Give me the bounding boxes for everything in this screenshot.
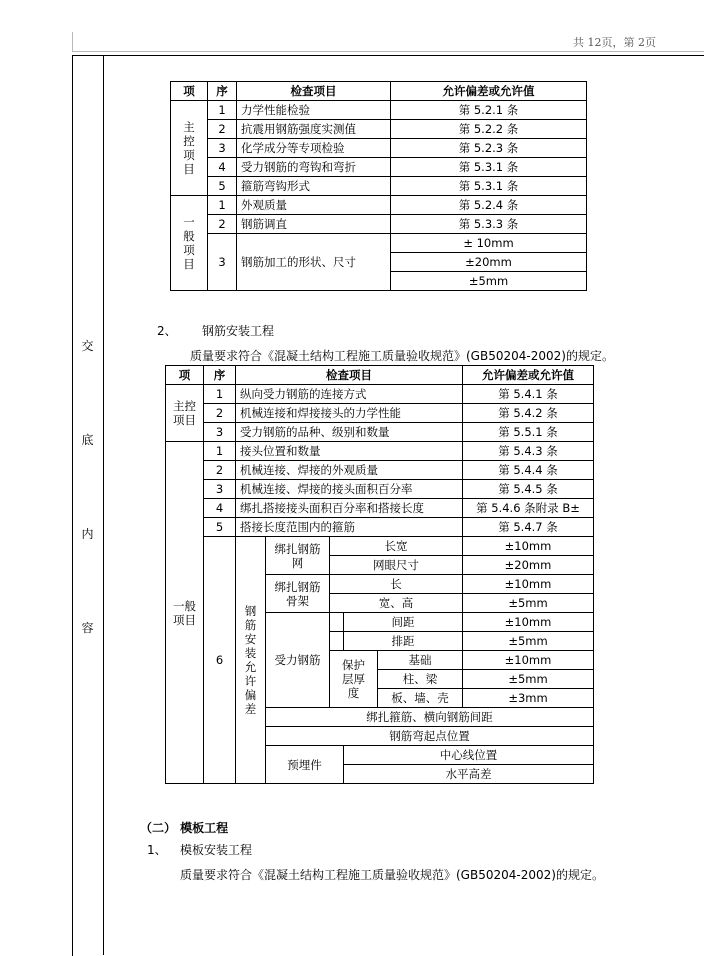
row-spacing: 排距 bbox=[344, 632, 463, 651]
mesh-length: 长宽 bbox=[330, 537, 463, 556]
row-no: 1 bbox=[204, 442, 236, 461]
side-label-char: 容 bbox=[81, 621, 94, 635]
cover-label: 保护层厚度 bbox=[330, 651, 378, 708]
header-item: 检查项目 bbox=[237, 82, 391, 101]
frame-divider bbox=[103, 55, 104, 955]
mesh-size: 网眼尺寸 bbox=[330, 556, 463, 575]
side-label-char: 内 bbox=[81, 527, 94, 541]
row-no: 3 bbox=[208, 139, 237, 158]
row-item: 钢筋加工的形状、尺寸 bbox=[237, 234, 391, 291]
spacing: 间距 bbox=[344, 613, 463, 632]
row-item: 搭接长度范围内的箍筋 bbox=[236, 518, 463, 537]
rebar-installation-table bbox=[165, 365, 594, 784]
group-general: 一般项目 bbox=[171, 196, 208, 291]
header-category: 项 bbox=[171, 82, 208, 101]
level-diff: 水平高差 bbox=[344, 765, 594, 784]
group-main-control: 主控项目 bbox=[166, 385, 204, 442]
row-no: 6 bbox=[204, 537, 236, 784]
header-category: 项 bbox=[166, 366, 204, 385]
cage-label: 绑扎钢筋骨架 bbox=[266, 575, 330, 613]
formwork-sub-number: 1、 bbox=[147, 843, 167, 857]
section-heading: 钢筋安装工程 bbox=[202, 324, 275, 338]
table-row bbox=[171, 101, 587, 120]
row-item: 机械连接、焊接的接头面积百分率 bbox=[236, 480, 463, 499]
row-value: 第 5.2.2 条 bbox=[391, 120, 587, 139]
row-item: 受力钢筋的品种、级别和数量 bbox=[236, 423, 463, 442]
table-row bbox=[166, 423, 594, 442]
cover-foundation-value: ±10mm bbox=[463, 651, 594, 670]
row-item: 纵向受力钢筋的连接方式 bbox=[236, 385, 463, 404]
cover-foundation: 基础 bbox=[378, 651, 463, 670]
row-no: 3 bbox=[204, 480, 236, 499]
header-item: 检查项目 bbox=[236, 366, 463, 385]
row-no: 2 bbox=[208, 120, 237, 139]
header-no: 序 bbox=[208, 82, 237, 101]
row-value: 第 5.4.1 条 bbox=[463, 385, 594, 404]
mesh-label: 绑扎钢筋网 bbox=[266, 537, 330, 575]
side-label-char: 底 bbox=[81, 433, 94, 447]
deviation-label: 钢筋安装允许偏差 bbox=[236, 537, 266, 784]
table-row bbox=[171, 139, 587, 158]
section-heading-number: 2、 bbox=[157, 324, 177, 338]
cover-column: 柱、梁 bbox=[378, 670, 463, 689]
row-value: 第 5.4.6 条附录 B± bbox=[463, 499, 594, 518]
row-no: 5 bbox=[204, 518, 236, 537]
spacing-value: ±10mm bbox=[463, 613, 594, 632]
page-number: 共 12页，第 2页 bbox=[573, 36, 656, 49]
table-row bbox=[166, 518, 594, 537]
row-value: 第 5.2.1 条 bbox=[391, 101, 587, 120]
header-no: 序 bbox=[204, 366, 236, 385]
row-value: ±20mm bbox=[391, 253, 587, 272]
table-header-row bbox=[166, 366, 594, 385]
table-row bbox=[166, 480, 594, 499]
row-item: 接头位置和数量 bbox=[236, 442, 463, 461]
spacer-cell bbox=[330, 632, 344, 651]
row-value: 第 5.3.3 条 bbox=[391, 215, 587, 234]
cage-width: 宽、高 bbox=[330, 594, 463, 613]
row-value: 第 5.2.3 条 bbox=[391, 139, 587, 158]
row-no: 1 bbox=[204, 385, 236, 404]
row-value: ±5mm bbox=[391, 272, 587, 291]
table-row bbox=[166, 385, 594, 404]
row-item: 受力钢筋的弯钩和弯折 bbox=[237, 158, 391, 177]
section-requirement: 质量要求符合《混凝土结构工程施工质量验收规范》(GB50204-2002)的规定。 bbox=[190, 349, 614, 363]
row-value: 第 5.4.2 条 bbox=[463, 404, 594, 423]
row-value: 第 5.3.1 条 bbox=[391, 177, 587, 196]
group-main-control: 主控项目 bbox=[171, 101, 208, 196]
row-item: 箍筋弯钩形式 bbox=[237, 177, 391, 196]
mesh-size-value: ±20mm bbox=[463, 556, 594, 575]
row-item: 钢筋调直 bbox=[237, 215, 391, 234]
table-header-row bbox=[171, 82, 587, 101]
table-row bbox=[166, 442, 594, 461]
table-row bbox=[171, 215, 587, 234]
row-no: 4 bbox=[204, 499, 236, 518]
row-no: 5 bbox=[208, 177, 237, 196]
cover-slab-value: ±3mm bbox=[463, 689, 594, 708]
bend-position: 钢筋弯起点位置 bbox=[266, 727, 594, 746]
formwork-sub-heading: 模板安装工程 bbox=[180, 843, 253, 857]
row-no: 1 bbox=[208, 101, 237, 120]
cage-length-value: ±10mm bbox=[463, 575, 594, 594]
table-row bbox=[166, 404, 594, 423]
row-value: 第 5.4.4 条 bbox=[463, 461, 594, 480]
cover-column-value: ±5mm bbox=[463, 670, 594, 689]
formwork-title: （二） 模板工程 bbox=[140, 821, 229, 835]
row-value: 第 5.5.1 条 bbox=[463, 423, 594, 442]
cage-width-value: ±5mm bbox=[463, 594, 594, 613]
rebar-processing-table bbox=[170, 81, 587, 291]
cage-length: 长 bbox=[330, 575, 463, 594]
margin-guide-top bbox=[72, 51, 704, 52]
stirrup-spacing: 绑扎箍筋、横向钢筋间距 bbox=[266, 708, 594, 727]
row-value: 第 5.4.5 条 bbox=[463, 480, 594, 499]
row-no: 4 bbox=[208, 158, 237, 177]
row-spacing-value: ±5mm bbox=[463, 632, 594, 651]
row-item: 绑扎搭接接头面积百分率和搭接长度 bbox=[236, 499, 463, 518]
header-allowance: 允许偏差或允许值 bbox=[391, 82, 587, 101]
side-label-char: 交 bbox=[81, 339, 94, 353]
formwork-requirement: 质量要求符合《混凝土结构工程施工质量验收规范》(GB50204-2002)的规定。 bbox=[180, 868, 604, 882]
table-row bbox=[171, 177, 587, 196]
row-item: 外观质量 bbox=[237, 196, 391, 215]
table-row bbox=[171, 158, 587, 177]
cover-slab: 板、墙、壳 bbox=[378, 689, 463, 708]
group-general: 一般项目 bbox=[166, 442, 204, 784]
row-no: 3 bbox=[204, 423, 236, 442]
table-row bbox=[171, 120, 587, 139]
row-item: 力学性能检验 bbox=[237, 101, 391, 120]
row-item: 抗震用钢筋强度实测值 bbox=[237, 120, 391, 139]
table-row bbox=[166, 499, 594, 518]
center-line: 中心线位置 bbox=[344, 746, 594, 765]
row-value: 第 5.3.1 条 bbox=[391, 158, 587, 177]
row-item: 化学成分等专项检验 bbox=[237, 139, 391, 158]
mesh-length-value: ±10mm bbox=[463, 537, 594, 556]
row-value: 第 5.4.7 条 bbox=[463, 518, 594, 537]
row-item: 机械连接、焊接的外观质量 bbox=[236, 461, 463, 480]
embed-label: 预埋件 bbox=[266, 746, 344, 784]
row-no: 2 bbox=[208, 215, 237, 234]
spacer-cell bbox=[330, 613, 344, 632]
row-no: 3 bbox=[208, 234, 237, 291]
row-value: 第 5.4.3 条 bbox=[463, 442, 594, 461]
row-value: ± 10mm bbox=[391, 234, 587, 253]
table-row bbox=[171, 234, 587, 253]
row-value: 第 5.2.4 条 bbox=[391, 196, 587, 215]
table-row bbox=[166, 537, 594, 556]
row-no: 1 bbox=[208, 196, 237, 215]
row-item: 机械连接和焊接接头的力学性能 bbox=[236, 404, 463, 423]
row-no: 2 bbox=[204, 404, 236, 423]
row-no: 2 bbox=[204, 461, 236, 480]
header-allowance: 允许偏差或允许值 bbox=[463, 366, 594, 385]
table-row bbox=[166, 461, 594, 480]
table-row bbox=[171, 196, 587, 215]
force-label: 受力钢筋 bbox=[266, 613, 330, 708]
margin-guide-left bbox=[72, 32, 73, 52]
